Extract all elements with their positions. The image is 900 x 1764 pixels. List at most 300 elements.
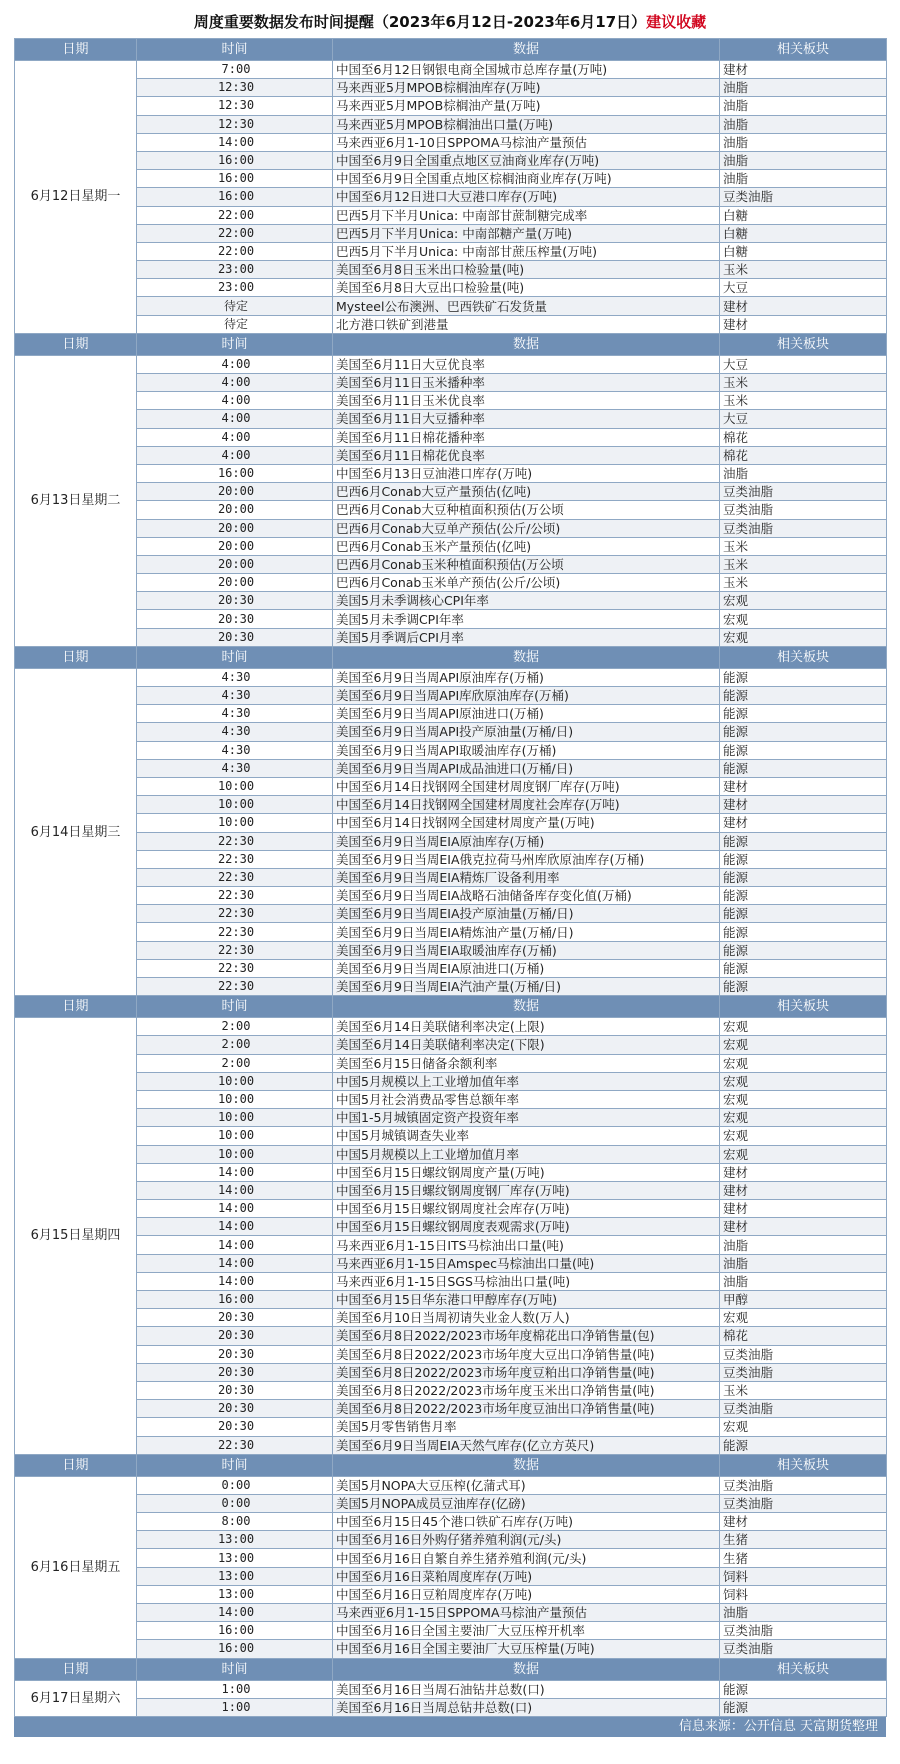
row-data: 美国至6月11日玉米优良率 — [333, 392, 720, 410]
table-row — [15, 1072, 887, 1090]
row-data: 美国至6月11日大豆优良率 — [333, 355, 720, 373]
table-row — [15, 1476, 887, 1494]
header-time: 时间 — [137, 996, 333, 1018]
row-time: 16:00 — [137, 1291, 333, 1309]
row-data: 马来西亚6月1-10日SPPOMA马棕油产量预估 — [333, 133, 720, 151]
row-sector: 宏观 — [720, 1145, 887, 1163]
row-sector: 建材 — [720, 814, 887, 832]
table-row — [15, 1698, 887, 1716]
table-row — [15, 923, 887, 941]
row-data: 美国至6月8日大豆出口检验量(吨) — [333, 279, 720, 297]
row-data: 中国至6月12日进口大豆港口库存(万吨) — [333, 188, 720, 206]
row-data: 马来西亚5月MPOB棕榈油出口量(万吨) — [333, 115, 720, 133]
row-time: 16:00 — [137, 1640, 333, 1658]
header-data: 数据 — [333, 1658, 720, 1680]
table-row — [15, 428, 887, 446]
day-label: 6月17日星期六 — [15, 1680, 137, 1716]
row-time: 22:30 — [137, 1436, 333, 1454]
table-row — [15, 1254, 887, 1272]
day-label: 6月13日星期二 — [15, 355, 137, 646]
row-sector: 油脂 — [720, 1604, 887, 1622]
row-sector: 能源 — [720, 759, 887, 777]
row-sector: 油脂 — [720, 115, 887, 133]
row-sector: 建材 — [720, 1181, 887, 1199]
row-data: 巴西5月下半月Unica: 中南部糖产量(万吨) — [333, 224, 720, 242]
table-row — [15, 668, 887, 686]
table-row — [15, 1513, 887, 1531]
table-row — [15, 1680, 887, 1698]
table-row — [15, 1622, 887, 1640]
table-row — [15, 1494, 887, 1512]
table-row — [15, 115, 887, 133]
row-time: 16:00 — [137, 170, 333, 188]
row-sector: 生猪 — [720, 1531, 887, 1549]
table-row — [15, 224, 887, 242]
row-time: 4:00 — [137, 446, 333, 464]
table-row — [15, 1309, 887, 1327]
row-time: 8:00 — [137, 1513, 333, 1531]
row-data: 美国至6月16日当周石油钻井总数(口) — [333, 1680, 720, 1698]
row-sector: 豆类油脂 — [720, 501, 887, 519]
row-data: 美国至6月9日当周EIA精炼厂设备利用率 — [333, 868, 720, 886]
row-sector: 能源 — [720, 687, 887, 705]
header-sector: 相关板块 — [720, 646, 887, 668]
row-time: 12:30 — [137, 97, 333, 115]
table-row — [15, 574, 887, 592]
row-sector: 宏观 — [720, 1054, 887, 1072]
row-data: 中国至6月16日外购仔猪养殖利润(元/头) — [333, 1531, 720, 1549]
table-row — [15, 501, 887, 519]
row-time: 14:00 — [137, 1604, 333, 1622]
row-data: Mysteel公布澳洲、巴西铁矿石发货量 — [333, 297, 720, 315]
header-sector: 相关板块 — [720, 39, 887, 61]
row-time: 10:00 — [137, 1127, 333, 1145]
row-sector: 宏观 — [720, 1036, 887, 1054]
row-data: 巴西5月下半月Unica: 中南部甘蔗压榨量(万吨) — [333, 242, 720, 260]
section-header-row — [15, 1658, 887, 1680]
row-data: 美国至6月11日棉花优良率 — [333, 446, 720, 464]
row-time: 20:30 — [137, 1418, 333, 1436]
header-data: 数据 — [333, 646, 720, 668]
row-time: 10:00 — [137, 1072, 333, 1090]
row-time: 4:00 — [137, 355, 333, 373]
row-time: 10:00 — [137, 777, 333, 795]
row-sector: 建材 — [720, 1513, 887, 1531]
row-data: 美国至6月14日美联储利率决定(下限) — [333, 1036, 720, 1054]
row-sector: 能源 — [720, 741, 887, 759]
section-header-row — [15, 646, 887, 668]
header-data: 数据 — [333, 1454, 720, 1476]
row-sector: 油脂 — [720, 1254, 887, 1272]
row-data: 马来西亚5月MPOB棕榈油库存(万吨) — [333, 79, 720, 97]
row-data: 马来西亚6月1-15日SGS马棕油出口量(吨) — [333, 1272, 720, 1290]
row-time: 14:00 — [137, 1236, 333, 1254]
row-time: 22:00 — [137, 224, 333, 242]
row-time: 20:30 — [137, 1363, 333, 1381]
header-data: 数据 — [333, 39, 720, 61]
row-data: 美国至6月8日2022/2023市场年度玉米出口净销售量(吨) — [333, 1381, 720, 1399]
header-sector: 相关板块 — [720, 1658, 887, 1680]
section-header-row — [15, 39, 887, 61]
row-sector: 能源 — [720, 668, 887, 686]
row-data: 美国至6月9日当周EIA投产原油量(万桶/日) — [333, 905, 720, 923]
header-sector: 相关板块 — [720, 996, 887, 1018]
row-time: 13:00 — [137, 1531, 333, 1549]
row-time: 14:00 — [137, 1218, 333, 1236]
day-label: 6月15日星期四 — [15, 1018, 137, 1455]
row-sector: 宏观 — [720, 1090, 887, 1108]
table-row — [15, 188, 887, 206]
table-row — [15, 555, 887, 573]
row-data: 中国5月规模以上工业增加值月率 — [333, 1145, 720, 1163]
row-data: 美国至6月11日棉花播种率 — [333, 428, 720, 446]
row-data: 美国至6月9日当周EIA原油库存(万桶) — [333, 832, 720, 850]
row-time: 14:00 — [137, 1200, 333, 1218]
row-data: 中国至6月14日找钢网全国建材周度产量(万吨) — [333, 814, 720, 832]
row-time: 20:30 — [137, 628, 333, 646]
row-sector: 能源 — [720, 705, 887, 723]
table-row — [15, 1363, 887, 1381]
header-sector: 相关板块 — [720, 333, 887, 355]
row-data: 美国至6月11日大豆播种率 — [333, 410, 720, 428]
row-time: 23:00 — [137, 279, 333, 297]
table-row — [15, 1604, 887, 1622]
row-sector: 宏观 — [720, 1309, 887, 1327]
row-sector: 能源 — [720, 959, 887, 977]
row-data: 美国5月季调后CPI月率 — [333, 628, 720, 646]
table-row — [15, 1567, 887, 1585]
row-sector: 玉米 — [720, 392, 887, 410]
row-data: 中国1-5月城镇固定资产投资年率 — [333, 1109, 720, 1127]
row-time: 4:00 — [137, 374, 333, 392]
table-row — [15, 723, 887, 741]
row-sector: 宏观 — [720, 610, 887, 628]
row-time: 14:00 — [137, 1181, 333, 1199]
row-data: 巴西6月Conab玉米单产预估(公斤/公顷) — [333, 574, 720, 592]
header-day: 日期 — [15, 1658, 137, 1680]
row-sector: 建材 — [720, 1200, 887, 1218]
row-sector: 豆类油脂 — [720, 1363, 887, 1381]
table-row — [15, 206, 887, 224]
table-row — [15, 610, 887, 628]
row-time: 22:30 — [137, 905, 333, 923]
row-data: 美国至6月9日当周API取暖油库存(万桶) — [333, 741, 720, 759]
row-time: 20:30 — [137, 1309, 333, 1327]
table-row — [15, 519, 887, 537]
row-sector: 能源 — [720, 723, 887, 741]
row-data: 美国至6月9日当周EIA俄克拉荷马州库欣原油库存(万桶) — [333, 850, 720, 868]
table-row — [15, 1036, 887, 1054]
row-time: 14:00 — [137, 1163, 333, 1181]
row-data: 美国至6月9日当周EIA汽油产量(万桶/日) — [333, 978, 720, 996]
table-row — [15, 959, 887, 977]
table-row — [15, 1127, 887, 1145]
table-row — [15, 464, 887, 482]
row-sector: 豆类油脂 — [720, 1622, 887, 1640]
row-sector: 油脂 — [720, 151, 887, 169]
table-row — [15, 1436, 887, 1454]
day-label: 6月12日星期一 — [15, 61, 137, 334]
row-time: 20:30 — [137, 1381, 333, 1399]
row-data: 美国至6月9日当周EIA取暖油库存(万桶) — [333, 941, 720, 959]
row-time: 22:30 — [137, 868, 333, 886]
row-sector: 玉米 — [720, 261, 887, 279]
table-row — [15, 759, 887, 777]
row-sector: 建材 — [720, 315, 887, 333]
row-sector: 宏观 — [720, 1109, 887, 1127]
row-sector: 建材 — [720, 777, 887, 795]
row-sector: 宏观 — [720, 1418, 887, 1436]
row-data: 美国至6月8日玉米出口检验量(吨) — [333, 261, 720, 279]
row-data: 中国至6月16日自繁自养生猪养殖利润(元/头) — [333, 1549, 720, 1567]
row-data: 美国至6月16日当周总钻井总数(口) — [333, 1698, 720, 1716]
row-data: 中国5月城镇调查失业率 — [333, 1127, 720, 1145]
row-sector: 建材 — [720, 297, 887, 315]
row-sector: 大豆 — [720, 355, 887, 373]
row-sector: 玉米 — [720, 537, 887, 555]
table-row — [15, 242, 887, 260]
row-time: 待定 — [137, 315, 333, 333]
row-sector: 能源 — [720, 978, 887, 996]
row-data: 中国至6月9日全国重点地区棕榈油商业库存(万吨) — [333, 170, 720, 188]
table-row — [15, 1109, 887, 1127]
row-data: 美国至6月9日当周API投产原油量(万桶/日) — [333, 723, 720, 741]
row-time: 4:30 — [137, 687, 333, 705]
row-time: 22:30 — [137, 850, 333, 868]
row-data: 美国至6月8日2022/2023市场年度豆粕出口净销售量(吨) — [333, 1363, 720, 1381]
row-sector: 宏观 — [720, 628, 887, 646]
table-row — [15, 133, 887, 151]
table-row — [15, 887, 887, 905]
row-sector: 棉花 — [720, 1327, 887, 1345]
title-main: 周度重要数据发布时间提醒（2023年6月12日-2023年6月17日） — [193, 13, 647, 31]
row-sector: 棉花 — [720, 446, 887, 464]
table-row — [15, 1585, 887, 1603]
row-data: 中国至6月14日找钢网全国建材周度社会库存(万吨) — [333, 796, 720, 814]
row-data: 美国至6月9日当周EIA战略石油储备库存变化值(万桶) — [333, 887, 720, 905]
row-time: 14:00 — [137, 1272, 333, 1290]
row-time: 22:30 — [137, 832, 333, 850]
row-time: 4:30 — [137, 668, 333, 686]
schedule-body — [15, 39, 887, 1717]
row-data: 巴西6月Conab玉米种植面积预估(万公顷 — [333, 555, 720, 573]
page-title — [0, 0, 900, 38]
row-time: 22:00 — [137, 206, 333, 224]
row-data: 中国至6月13日豆油港口库存(万吨) — [333, 464, 720, 482]
row-sector: 油脂 — [720, 133, 887, 151]
section-header-row — [15, 333, 887, 355]
row-time: 22:30 — [137, 887, 333, 905]
table-row — [15, 1549, 887, 1567]
row-data: 中国至6月9日全国重点地区豆油商业库存(万吨) — [333, 151, 720, 169]
row-sector: 豆类油脂 — [720, 188, 887, 206]
table-row — [15, 941, 887, 959]
row-time: 13:00 — [137, 1567, 333, 1585]
header-day: 日期 — [15, 996, 137, 1018]
row-time: 16:00 — [137, 151, 333, 169]
row-data: 美国至6月14日美联储利率决定(上限) — [333, 1018, 720, 1036]
header-data: 数据 — [333, 996, 720, 1018]
row-time: 22:30 — [137, 923, 333, 941]
row-data: 巴西6月Conab玉米产量预估(亿吨) — [333, 537, 720, 555]
row-sector: 棉花 — [720, 428, 887, 446]
row-time: 10:00 — [137, 796, 333, 814]
row-data: 中国至6月14日找钢网全国建材周度钢厂库存(万吨) — [333, 777, 720, 795]
row-sector: 白糖 — [720, 206, 887, 224]
row-sector: 宏观 — [720, 1127, 887, 1145]
footer-source: 信息来源：公开信息 天富期货整理 — [14, 1717, 886, 1737]
row-time: 13:00 — [137, 1549, 333, 1567]
row-time: 22:00 — [137, 242, 333, 260]
row-time: 22:30 — [137, 941, 333, 959]
table-row — [15, 1640, 887, 1658]
table-row — [15, 832, 887, 850]
row-time: 4:00 — [137, 428, 333, 446]
table-row — [15, 1054, 887, 1072]
row-data: 中国至6月15日螺纹钢周度表观需求(万吨) — [333, 1218, 720, 1236]
day-label: 6月14日星期三 — [15, 668, 137, 995]
row-time: 2:00 — [137, 1036, 333, 1054]
row-data: 中国至6月15日螺纹钢周度产量(万吨) — [333, 1163, 720, 1181]
row-data: 马来西亚6月1-15日SPPOMA马棕油产量预估 — [333, 1604, 720, 1622]
row-data: 中国5月规模以上工业增加值年率 — [333, 1072, 720, 1090]
table-row — [15, 537, 887, 555]
row-data: 巴西6月Conab大豆单产预估(公斤/公顷) — [333, 519, 720, 537]
section-header-row — [15, 1454, 887, 1476]
row-data: 美国至6月8日2022/2023市场年度大豆出口净销售量(吨) — [333, 1345, 720, 1363]
table-row — [15, 170, 887, 188]
row-sector: 能源 — [720, 1680, 887, 1698]
header-time: 时间 — [137, 333, 333, 355]
row-sector: 油脂 — [720, 170, 887, 188]
table-row — [15, 297, 887, 315]
row-sector: 白糖 — [720, 224, 887, 242]
row-sector: 油脂 — [720, 1272, 887, 1290]
table-row — [15, 1345, 887, 1363]
table-row — [15, 261, 887, 279]
row-sector: 能源 — [720, 1436, 887, 1454]
table-row — [15, 79, 887, 97]
row-data: 美国至6月9日当周EIA精炼油产量(万桶/日) — [333, 923, 720, 941]
row-data: 巴西5月下半月Unica: 中南部甘蔗制糖完成率 — [333, 206, 720, 224]
row-data: 美国至6月8日2022/2023市场年度豆油出口净销售量(吨) — [333, 1400, 720, 1418]
table-row — [15, 1327, 887, 1345]
row-data: 马来西亚6月1-15日Amspec马棕油出口量(吨) — [333, 1254, 720, 1272]
row-time: 20:30 — [137, 1327, 333, 1345]
row-data: 美国至6月9日当周API原油进口(万桶) — [333, 705, 720, 723]
row-time: 20:30 — [137, 592, 333, 610]
table-row — [15, 151, 887, 169]
row-data: 美国至6月9日当周EIA原油进口(万桶) — [333, 959, 720, 977]
row-sector: 能源 — [720, 1698, 887, 1716]
header-data: 数据 — [333, 333, 720, 355]
table-row — [15, 687, 887, 705]
row-sector: 大豆 — [720, 279, 887, 297]
row-time: 10:00 — [137, 1090, 333, 1108]
table-row — [15, 410, 887, 428]
row-sector: 玉米 — [720, 555, 887, 573]
row-data: 美国至6月9日当周EIA天然气库存(亿立方英尺) — [333, 1436, 720, 1454]
table-row — [15, 97, 887, 115]
row-sector: 宏观 — [720, 1072, 887, 1090]
table-row — [15, 705, 887, 723]
row-time: 20:30 — [137, 610, 333, 628]
row-time: 12:30 — [137, 79, 333, 97]
row-sector: 建材 — [720, 61, 887, 79]
table-row — [15, 777, 887, 795]
row-sector: 油脂 — [720, 464, 887, 482]
row-sector: 饲料 — [720, 1567, 887, 1585]
row-sector: 玉米 — [720, 574, 887, 592]
table-row — [15, 1181, 887, 1199]
row-time: 2:00 — [137, 1054, 333, 1072]
row-time: 20:30 — [137, 1345, 333, 1363]
row-sector: 能源 — [720, 905, 887, 923]
header-time: 时间 — [137, 1454, 333, 1476]
table-row — [15, 1381, 887, 1399]
row-sector: 能源 — [720, 941, 887, 959]
row-data: 中国至6月12日钢银电商全国城市总库存量(万吨) — [333, 61, 720, 79]
row-time: 23:00 — [137, 261, 333, 279]
row-data: 美国5月NOPA大豆压榨(亿蒲式耳) — [333, 1476, 720, 1494]
row-time: 7:00 — [137, 61, 333, 79]
row-time: 10:00 — [137, 1145, 333, 1163]
header-day: 日期 — [15, 39, 137, 61]
table-row — [15, 1018, 887, 1036]
row-time: 20:00 — [137, 483, 333, 501]
row-data: 中国至6月16日全国主要油厂大豆压榨开机率 — [333, 1622, 720, 1640]
table-row — [15, 1531, 887, 1549]
row-time: 20:00 — [137, 537, 333, 555]
header-day: 日期 — [15, 1454, 137, 1476]
row-time: 4:30 — [137, 705, 333, 723]
row-data: 中国至6月15日45个港口铁矿石库存(万吨) — [333, 1513, 720, 1531]
table-row — [15, 1090, 887, 1108]
row-sector: 豆类油脂 — [720, 519, 887, 537]
row-sector: 玉米 — [720, 374, 887, 392]
row-time: 4:30 — [137, 759, 333, 777]
row-sector: 油脂 — [720, 97, 887, 115]
row-sector: 豆类油脂 — [720, 1476, 887, 1494]
row-time: 1:00 — [137, 1698, 333, 1716]
table-row — [15, 279, 887, 297]
row-sector: 甲醇 — [720, 1291, 887, 1309]
row-sector: 玉米 — [720, 1381, 887, 1399]
row-time: 12:30 — [137, 115, 333, 133]
row-sector: 饲料 — [720, 1585, 887, 1603]
row-sector: 豆类油脂 — [720, 1640, 887, 1658]
row-time: 20:00 — [137, 555, 333, 573]
table-row — [15, 628, 887, 646]
row-time: 0:00 — [137, 1476, 333, 1494]
row-time: 20:00 — [137, 574, 333, 592]
table-row — [15, 1163, 887, 1181]
row-data: 美国至6月8日2022/2023市场年度棉花出口净销售量(包) — [333, 1327, 720, 1345]
table-row — [15, 374, 887, 392]
row-data: 美国至6月11日玉米播种率 — [333, 374, 720, 392]
row-time: 22:30 — [137, 978, 333, 996]
row-sector: 大豆 — [720, 410, 887, 428]
row-sector: 油脂 — [720, 1236, 887, 1254]
row-time: 4:00 — [137, 410, 333, 428]
table-row — [15, 1236, 887, 1254]
table-row — [15, 978, 887, 996]
header-time: 时间 — [137, 646, 333, 668]
title-highlight: 建议收藏 — [646, 13, 707, 31]
section-header-row — [15, 996, 887, 1018]
row-time: 14:00 — [137, 1254, 333, 1272]
table-row — [15, 1291, 887, 1309]
